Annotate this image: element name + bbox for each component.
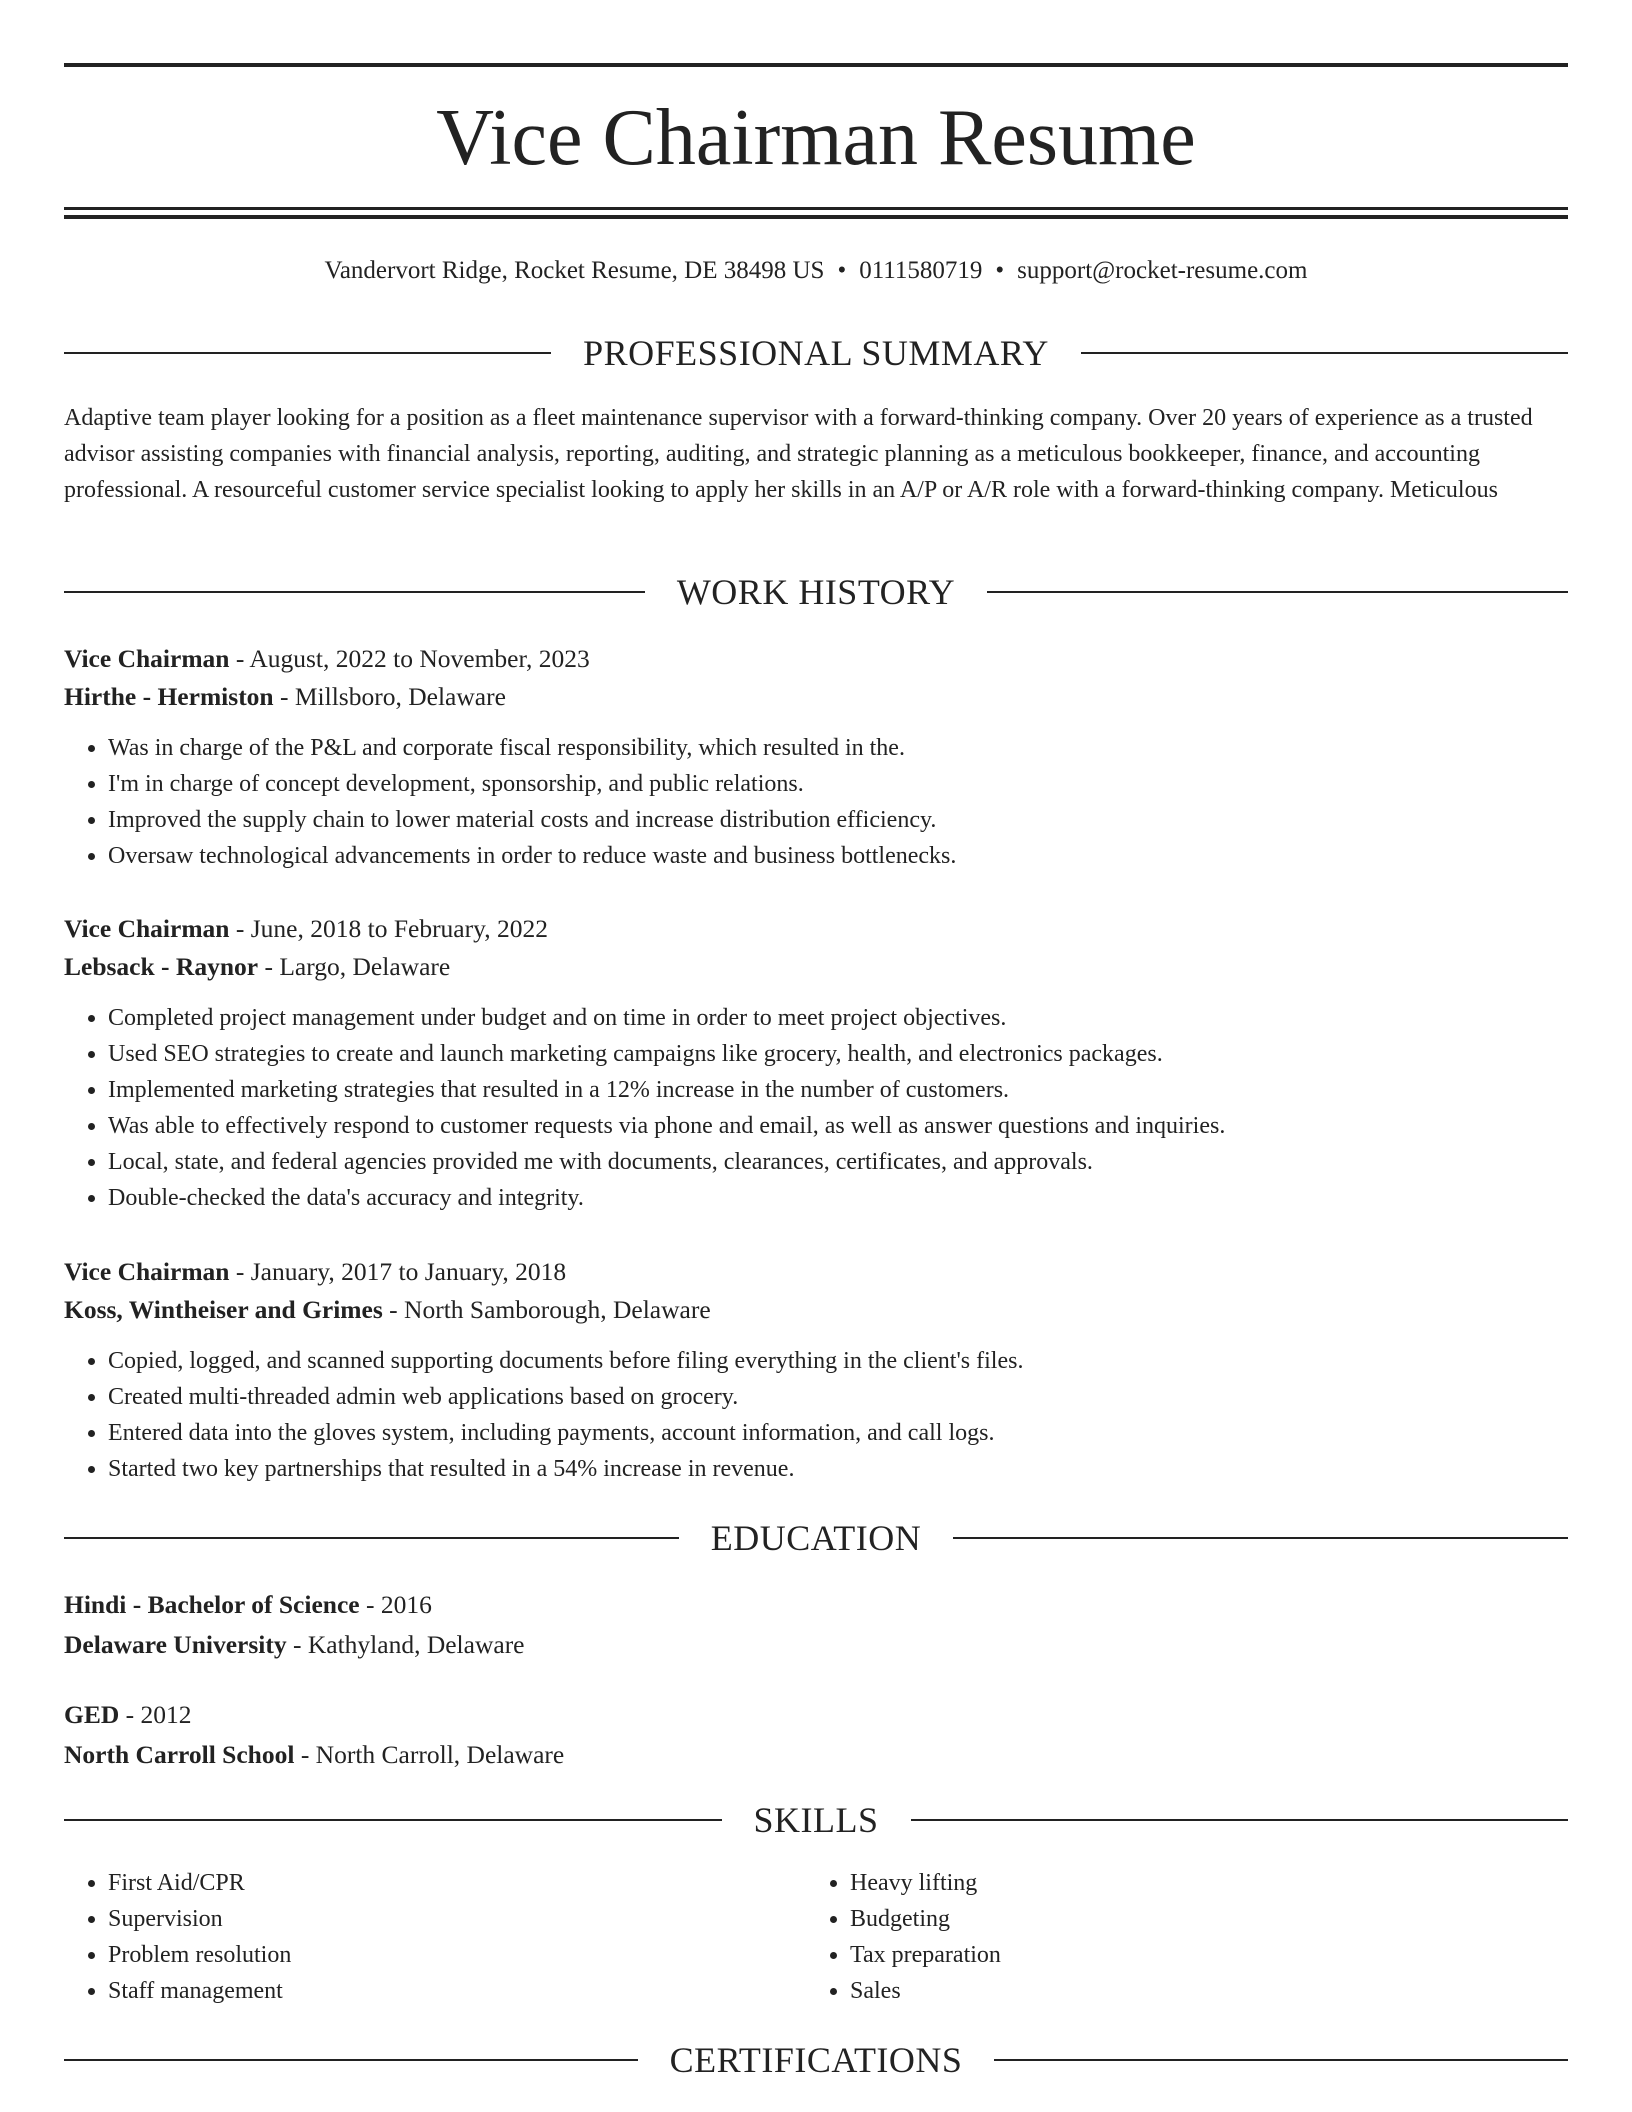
resume-title: Vice Chairman Resume [436, 94, 1196, 182]
skills-column-left [64, 1865, 806, 2009]
list-item: • Started two key partnerships that resulted in a 54% increase in revenue. [108, 1451, 1568, 1487]
list-item: • Local, state, and federal agencies provided me with documents, clearances, certificates, and approvals. [108, 1144, 1568, 1180]
contact-email: support@rocket-resume.com [1017, 257, 1308, 284]
job-dates: - January, 2017 to January, 2018 [229, 1257, 567, 1286]
education-entry [64, 1585, 1568, 1665]
job-company: Hirthe - Hermiston [64, 682, 274, 711]
job-role: Vice Chairman [64, 1257, 230, 1286]
skills-section-heading [64, 1800, 1568, 1840]
list-item: • Oversaw technological advancements in order to reduce waste and business bottlenecks. [108, 838, 1568, 874]
contact-separator: • [837, 257, 847, 284]
list-item: • Used SEO strategies to create and launch marketing campaigns like grocery, health, and electronics packages. [108, 1036, 1568, 1072]
education-section-heading [64, 1518, 1568, 1558]
list-item: • Copied, logged, and scanned supporting documents before filing everything in the client's files. [108, 1343, 1568, 1379]
contact-separator: • [995, 257, 1005, 284]
skill-item: • Problem resolution [108, 1937, 806, 1973]
divider-line [64, 1537, 679, 1539]
summary-section-heading [64, 333, 1568, 373]
skill-item: • Heavy lifting [850, 1865, 1548, 1901]
contact-address: Vandervort Ridge, Rocket Resume, DE 38498 US [324, 257, 825, 284]
section-title: SKILLS [753, 1800, 879, 1840]
skill-item: • Sales [850, 1973, 1548, 2009]
work-section-heading [64, 572, 1568, 612]
list-item: • Completed project management under budget and on time in order to meet project objectives. [108, 1000, 1568, 1036]
job-role: Vice Chairman [64, 644, 230, 673]
job-entry [64, 640, 1568, 874]
education-school: North Carroll School [64, 1740, 295, 1769]
education-location: - North Carroll, Delaware [294, 1740, 565, 1769]
education-year: - 2012 [119, 1700, 192, 1729]
job-bullets [64, 730, 1568, 874]
list-item: • Improved the supply chain to lower material costs and increase distribution efficiency. [108, 802, 1568, 838]
education-school: Delaware University [64, 1630, 287, 1659]
skill-item: • Supervision [108, 1901, 806, 1937]
skills-list [64, 1865, 1568, 2009]
divider-line [994, 2059, 1568, 2061]
skills-column-right [806, 1865, 1548, 2009]
divider-line [64, 2059, 638, 2061]
job-location: - North Samborough, Delaware [382, 1295, 711, 1324]
divider-line [953, 1537, 1568, 1539]
list-item: • I'm in charge of concept development, sponsorship, and public relations. [108, 766, 1568, 802]
divider-line [64, 591, 645, 593]
list-item: • Was able to effectively respond to customer requests via phone and email, as well as answer questions and inquiries. [108, 1108, 1568, 1144]
skill-item: • Tax preparation [850, 1937, 1548, 1973]
job-entry [64, 910, 1568, 1216]
job-company: Koss, Wintheiser and Grimes [64, 1295, 383, 1324]
list-item: • Double-checked the data's accuracy and integrity. [108, 1180, 1568, 1216]
divider-line [64, 352, 551, 354]
list-item: • Entered data into the gloves system, including payments, account information, and call logs. [108, 1415, 1568, 1451]
contact-line [64, 253, 1568, 289]
skill-item: • First Aid/CPR [108, 1865, 806, 1901]
skill-item: • Budgeting [850, 1901, 1548, 1937]
list-item: • Was in charge of the P&L and corporate fiscal responsibility, which resulted in the. [108, 730, 1568, 766]
skill-item: • Staff management [108, 1973, 806, 2009]
section-title: CERTIFICATIONS [669, 2040, 963, 2080]
section-title: EDUCATION [710, 1518, 922, 1558]
certifications-section-heading [64, 2040, 1568, 2080]
education-degree: Hindi - Bachelor of Science [64, 1590, 360, 1619]
section-title: PROFESSIONAL SUMMARY [583, 333, 1049, 373]
job-dates: - August, 2022 to November, 2023 [229, 644, 590, 673]
job-dates: - June, 2018 to February, 2022 [229, 914, 548, 943]
top-rule [64, 63, 1568, 67]
education-degree: GED [64, 1700, 120, 1729]
job-entry [64, 1253, 1568, 1487]
divider-line [911, 1819, 1569, 1821]
list-item: • Implemented marketing strategies that resulted in a 12% increase in the number of customers. [108, 1072, 1568, 1108]
job-location: - Millsboro, Delaware [273, 682, 506, 711]
list-item: • Created multi-threaded admin web applications based on grocery. [108, 1379, 1568, 1415]
job-company: Lebsack - Raynor [64, 952, 259, 981]
divider-line [987, 591, 1568, 593]
title-rule-upper [64, 207, 1568, 210]
job-location: - Largo, Delaware [258, 952, 451, 981]
divider-line [64, 1819, 722, 1821]
education-year: - 2016 [359, 1590, 432, 1619]
job-bullets [64, 1000, 1568, 1216]
education-location: - Kathyland, Delaware [286, 1630, 525, 1659]
summary-text: Adaptive team player looking for a position as a fleet maintenance supervisor with a forward-thinking company. Over 20 years of experience as a trusted advisor assisting companies with financial analysis, reporting, auditing, and strategic planning as a meticulous bookkeeper, finance, and accounting professional. A resourceful customer service specialist looking to apply her skills in an A/P or A/R role with a forward-thinking company. Meticulous [64, 405, 1533, 503]
title-rule-lower [64, 215, 1568, 219]
section-title: WORK HISTORY [676, 572, 956, 612]
divider-line [1081, 352, 1568, 354]
job-bullets [64, 1343, 1568, 1487]
contact-phone: 0111580719 [859, 257, 983, 284]
job-role: Vice Chairman [64, 914, 230, 943]
education-entry [64, 1695, 1568, 1775]
